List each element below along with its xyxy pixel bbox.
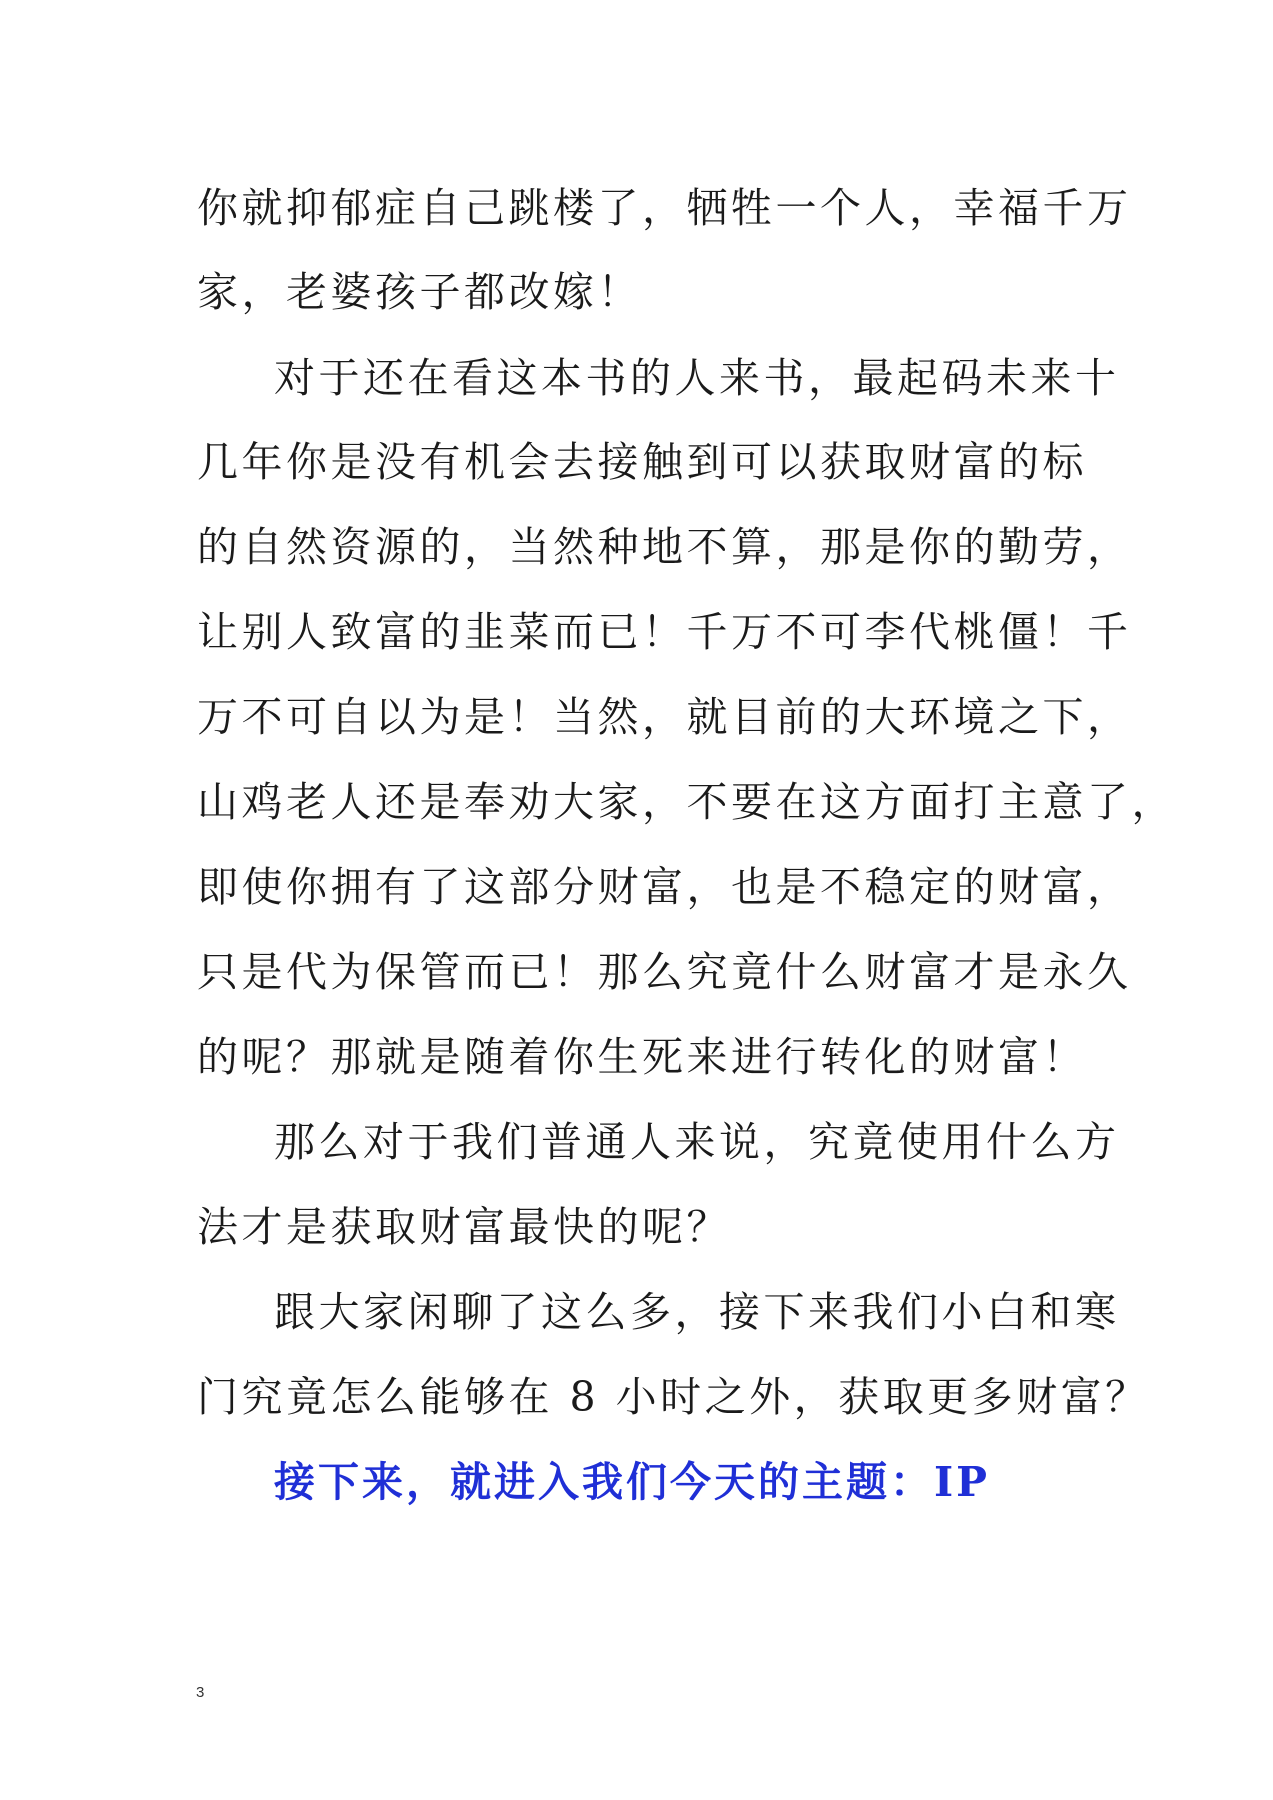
text-line-9: 即使你拥有了这部分财富，也是不稳定的财富，	[197, 863, 1132, 911]
text-line-7: 万不可自以为是！当然，就目前的大环境之下，	[197, 693, 1132, 741]
text-line-8: 山鸡老人还是奉劝大家，不要在这方面打主意了，	[197, 778, 1176, 826]
section-heading: 接下来，就进入我们今天的主题：IP	[274, 1458, 991, 1506]
text-line-14: 跟大家闲聊了这么多，接下来我们小白和寒	[274, 1288, 1120, 1336]
text-line-2: 家，老婆孩子都改嫁！	[197, 268, 642, 316]
text-line-6: 让别人致富的韭菜而已！千万不可李代桃僵！千	[197, 608, 1132, 656]
text-line-4: 几年你是没有机会去接触到可以获取财富的标	[197, 438, 1087, 486]
text-line-10: 只是代为保管而已！那么究竟什么财富才是永久	[197, 948, 1132, 996]
text-line-13: 法才是获取财富最快的呢？	[197, 1203, 731, 1251]
text-line-3: 对于还在看这本书的人来书，最起码未来十	[274, 354, 1120, 402]
text-line-12: 那么对于我们普通人来说，究竟使用什么方	[274, 1118, 1120, 1166]
text-line-11: 的呢？那就是随着你生死来进行转化的财富！	[197, 1033, 1087, 1081]
text-line-1: 你就抑郁症自己跳楼了，牺牲一个人，幸福千万	[197, 184, 1132, 232]
page-number: 3	[196, 1684, 205, 1701]
text-line-5: 的自然资源的，当然种地不算，那是你的勤劳，	[197, 523, 1132, 571]
text-line-15: 门究竟怎么能够在 8 小时之外，获取更多财富？	[197, 1373, 1150, 1421]
